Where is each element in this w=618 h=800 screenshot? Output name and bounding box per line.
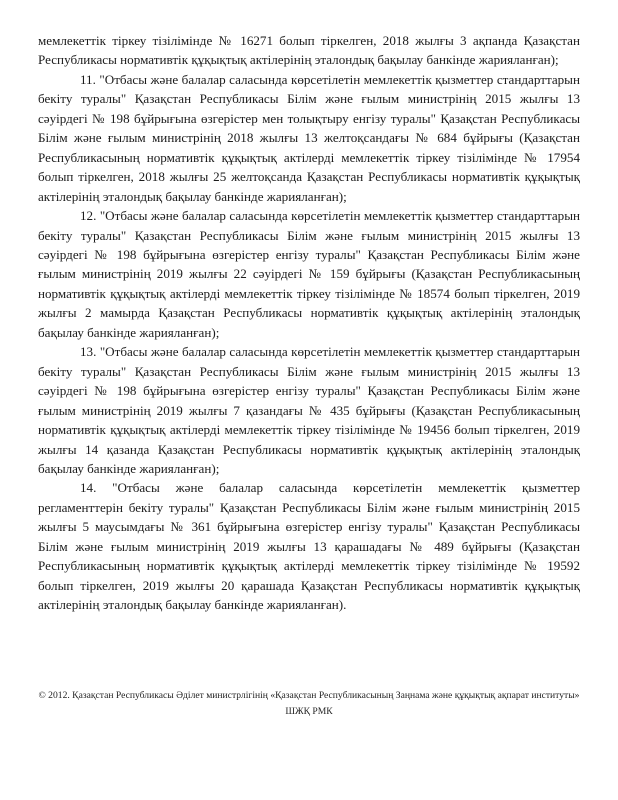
paragraph-item-11: 11. "Отбасы және балалар саласында көрсетілетін мемлекеттік қызметтер стандарттарын бекіту туралы" Қазақстан Республикасы Білім және ғылым министрінің 2015 жылғы 13 сәуірдегі № 198 бұйрығына өзгерістер мен толықтыру енгізу туралы" Қазақстан Республикасы Білім және ғылым министрінің 2018 жылғы 13 желтоқсандағы № 684 бұйрығы (Қазақстан Республикасының нормативтік құқықтық актілерді мемлекеттік тіркеу тізілімінде № 17954 болып тіркелген, 2018 жылғы 25 желтоқсанда Қазақстан Республикасы нормативтік құқықтық актілерінің эталондық бақылау банкінде жарияланған); [38,71,580,204]
copyright-footer: © 2012. Қазақстан Республикасы Әділет министрлігінің «Қазақстан Республикасының Заңнама және құқықтық ақпарат институты» ШЖҚ РМК [38,690,580,717]
paragraph-item-14: 14. "Отбасы және балалар саласында көрсетілетін мемлекеттік қызметтер регламенттерін бекіту туралы" Қазақстан Республикасы Білім және ғылым министрінің 2015 жылғы 5 маусымдағы № 361 бұйрығына өзгерістер енгізу туралы" Қазақстан Республикасы Білім және ғылым министрінің 2019 жылғы 13 қарашадағы № 489 бұйрығы (Қазақстан Республикасының нормативтік құқықтық актілерді мемлекеттік тіркеу тізілімінде № 19592 болып тіркелген, 2019 жылғы 20 қарашада Қазақстан Республикасы нормативтік құқықтық актілерінің эталондық бақылау банкінде жарияланған). [38,480,580,613]
paragraph-continuation: мемлекеттік тіркеу тізілімінде № 16271 болып тіркелген, 2018 жылғы 3 ақпанда Қазақстан Республикасы нормативтік құқықтық актілерінің эталондық бақылау банкінде жарияланған); [38,33,580,68]
document-body [38,31,580,615]
paragraph-item-13: 13. "Отбасы және балалар саласында көрсетілетін мемлекеттік қызметтер стандарттарын бекіту туралы" Қазақстан Республикасы Білім және ғылым министрінің 2015 жылғы 13 сәуірдегі № 198 бұйрығына өзгерістер енгізу туралы" Қазақстан Республикасы Білім және ғылым министрінің 2019 жылғы 7 қазандағы № 435 бұйрығы (Қазақстан Республикасының нормативтік құқықтық актілерді мемлекеттік тіркеу тізілімінде № 19456 болып тіркелген, 2019 жылғы 14 қазанда Қазақстан Республикасы нормативтік құқықтық актілерінің эталондық бақылау банкінде жарияланған); [38,344,580,476]
paragraph-item-12: 12. "Отбасы және балалар саласында көрсетілетін мемлекеттік қызметтер стандарттарын бекіту туралы" Қазақстан Республикасы Білім және ғылым министрінің 2015 жылғы 13 сәуірдегі № 198 бұйрығына өзгерістер енгізу туралы" Қазақстан Республикасы Білім және ғылым министрінің 2019 жылғы 22 сәуірдегі № 159 бұйрығы (Қазақстан Республикасының нормативтік құқықтық актілерді мемлекеттік тіркеу тізілімінде № 18574 болып тіркелген, 2019 жылғы 2 мамырда Қазақстан Республикасы нормативтік құқықтық актілерінің эталондық бақылау банкінде жарияланған); [38,208,580,340]
